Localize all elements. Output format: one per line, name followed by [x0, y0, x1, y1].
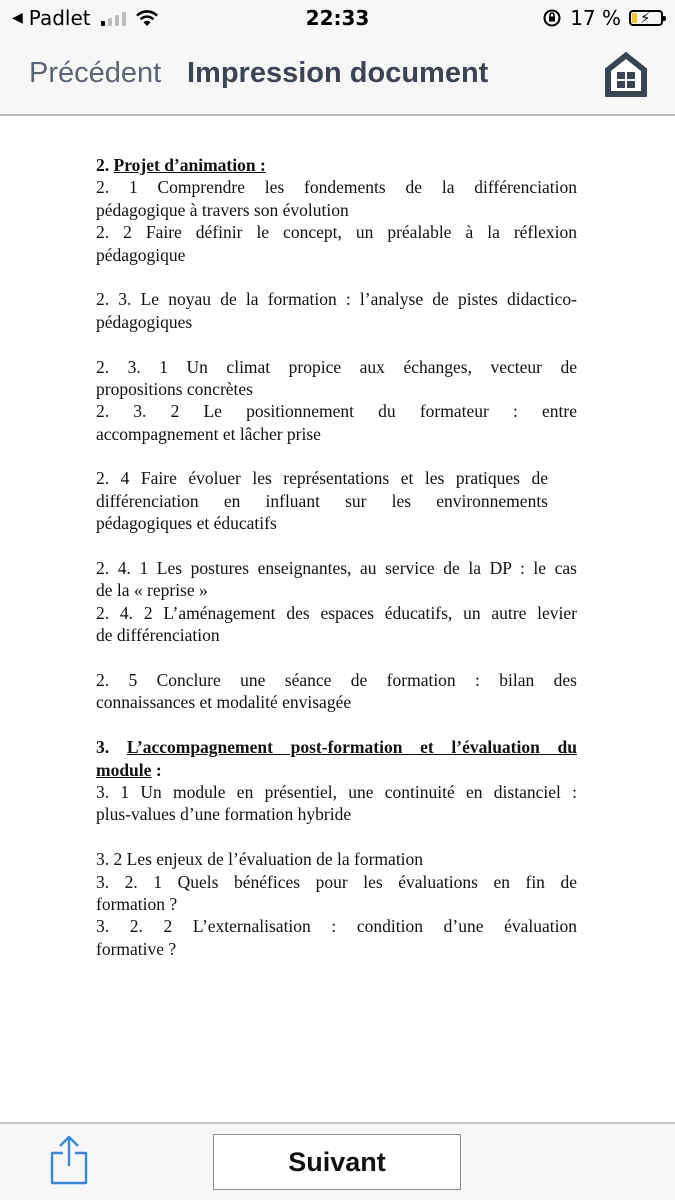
doc-line: 3. 2. 1 Quels bénéfices pour les évaluations en fin de — [96, 871, 577, 892]
next-button[interactable]: Suivant — [213, 1134, 461, 1190]
battery-level — [632, 13, 637, 23]
doc-line: 2. 4 Faire évoluer les représentations et les pratiques de — [96, 468, 548, 489]
doc-line: connaissances et modalité envisagée — [96, 692, 352, 713]
section-2-heading — [96, 154, 577, 176]
doc-line: de la « reprise » — [96, 580, 208, 601]
doc-line: formation ? — [96, 893, 178, 914]
back-app-label: Padlet — [28, 6, 91, 30]
doc-line: 2. 2 Faire définir le concept, un préalable à la réflexion — [96, 222, 577, 243]
doc-line: plus-values d’une formation hybride — [96, 804, 352, 825]
doc-line: pédagogiques — [96, 311, 193, 332]
doc-line: 2. 4. 1 Les postures enseignantes, au service de la DP : le cas — [96, 558, 577, 579]
battery-percentage: 17 % — [570, 6, 621, 30]
doc-line: 3. 1 Un module en présentiel, une continuité en distanciel : — [96, 781, 577, 802]
bottom-toolbar — [0, 1122, 675, 1200]
doc-line: 3. 2. 2 L’externalisation : condition d’une évaluation — [96, 916, 577, 937]
paragraph-gap — [96, 647, 577, 669]
share-icon[interactable] — [48, 1134, 90, 1186]
paragraph-gap — [96, 333, 577, 355]
section-3-colon: : — [151, 759, 162, 780]
doc-line: 2. 1 Comprendre les fondements de la différenciation — [96, 177, 577, 198]
navigation-bar — [0, 40, 675, 116]
doc-line: pédagogique à travers son évolution — [96, 199, 349, 220]
status-bar — [0, 0, 675, 40]
section-3-title-continued: module — [96, 759, 152, 780]
paragraph-gap — [96, 445, 577, 467]
section-3-number: 3. — [96, 737, 110, 758]
section-3-heading — [96, 736, 577, 758]
doc-line: 2. 5 Conclure une séance de formation : bilan des — [96, 669, 577, 690]
doc-line: 2. 3. 2 Le positionnement du formateur : entre — [96, 401, 577, 422]
charging-bolt-icon: ⚡ — [640, 9, 651, 27]
doc-line: pédagogiques et éducatifs — [96, 513, 277, 534]
doc-line: 2. 3. 1 Un climat propice aux échanges, vecteur de — [96, 356, 577, 377]
section-2-number: 2. — [96, 155, 110, 175]
section-3-heading-continued — [96, 759, 577, 781]
paragraph-gap — [96, 826, 577, 848]
paragraph-gap — [96, 535, 577, 557]
section-2-title: Projet d’animation : — [113, 155, 266, 175]
doc-line: 3. 2 Les enjeux de l’évaluation de la formation — [96, 849, 424, 870]
home-icon[interactable] — [603, 50, 649, 100]
doc-line: propositions concrètes — [96, 378, 253, 399]
doc-line: pédagogique — [96, 244, 186, 265]
doc-line: de différenciation — [96, 625, 220, 646]
section-3-title: L’accompagnement post-formation et l’évaluation du — [126, 737, 577, 758]
doc-line: 2. 3. Le noyau de la formation : l’analyse de pistes didactico- — [96, 289, 577, 310]
orientation-lock-icon — [542, 8, 562, 28]
doc-line: accompagnement et lâcher prise — [96, 423, 321, 444]
doc-line: 2. 4. 2 L’aménagement des espaces éducatifs, un autre levier — [96, 602, 577, 623]
page-title: Impression document — [187, 57, 489, 89]
paragraph-gap — [96, 266, 577, 288]
paragraph-gap — [96, 714, 577, 736]
doc-line: formative ? — [96, 938, 177, 959]
previous-button[interactable]: Précédent — [29, 57, 162, 89]
battery-icon — [629, 10, 663, 26]
back-triangle-icon: ◀ — [12, 10, 23, 26]
document-page — [96, 154, 577, 960]
doc-line: différenciation en influant sur les environnements — [96, 490, 548, 511]
status-time: 22:33 — [305, 6, 370, 30]
